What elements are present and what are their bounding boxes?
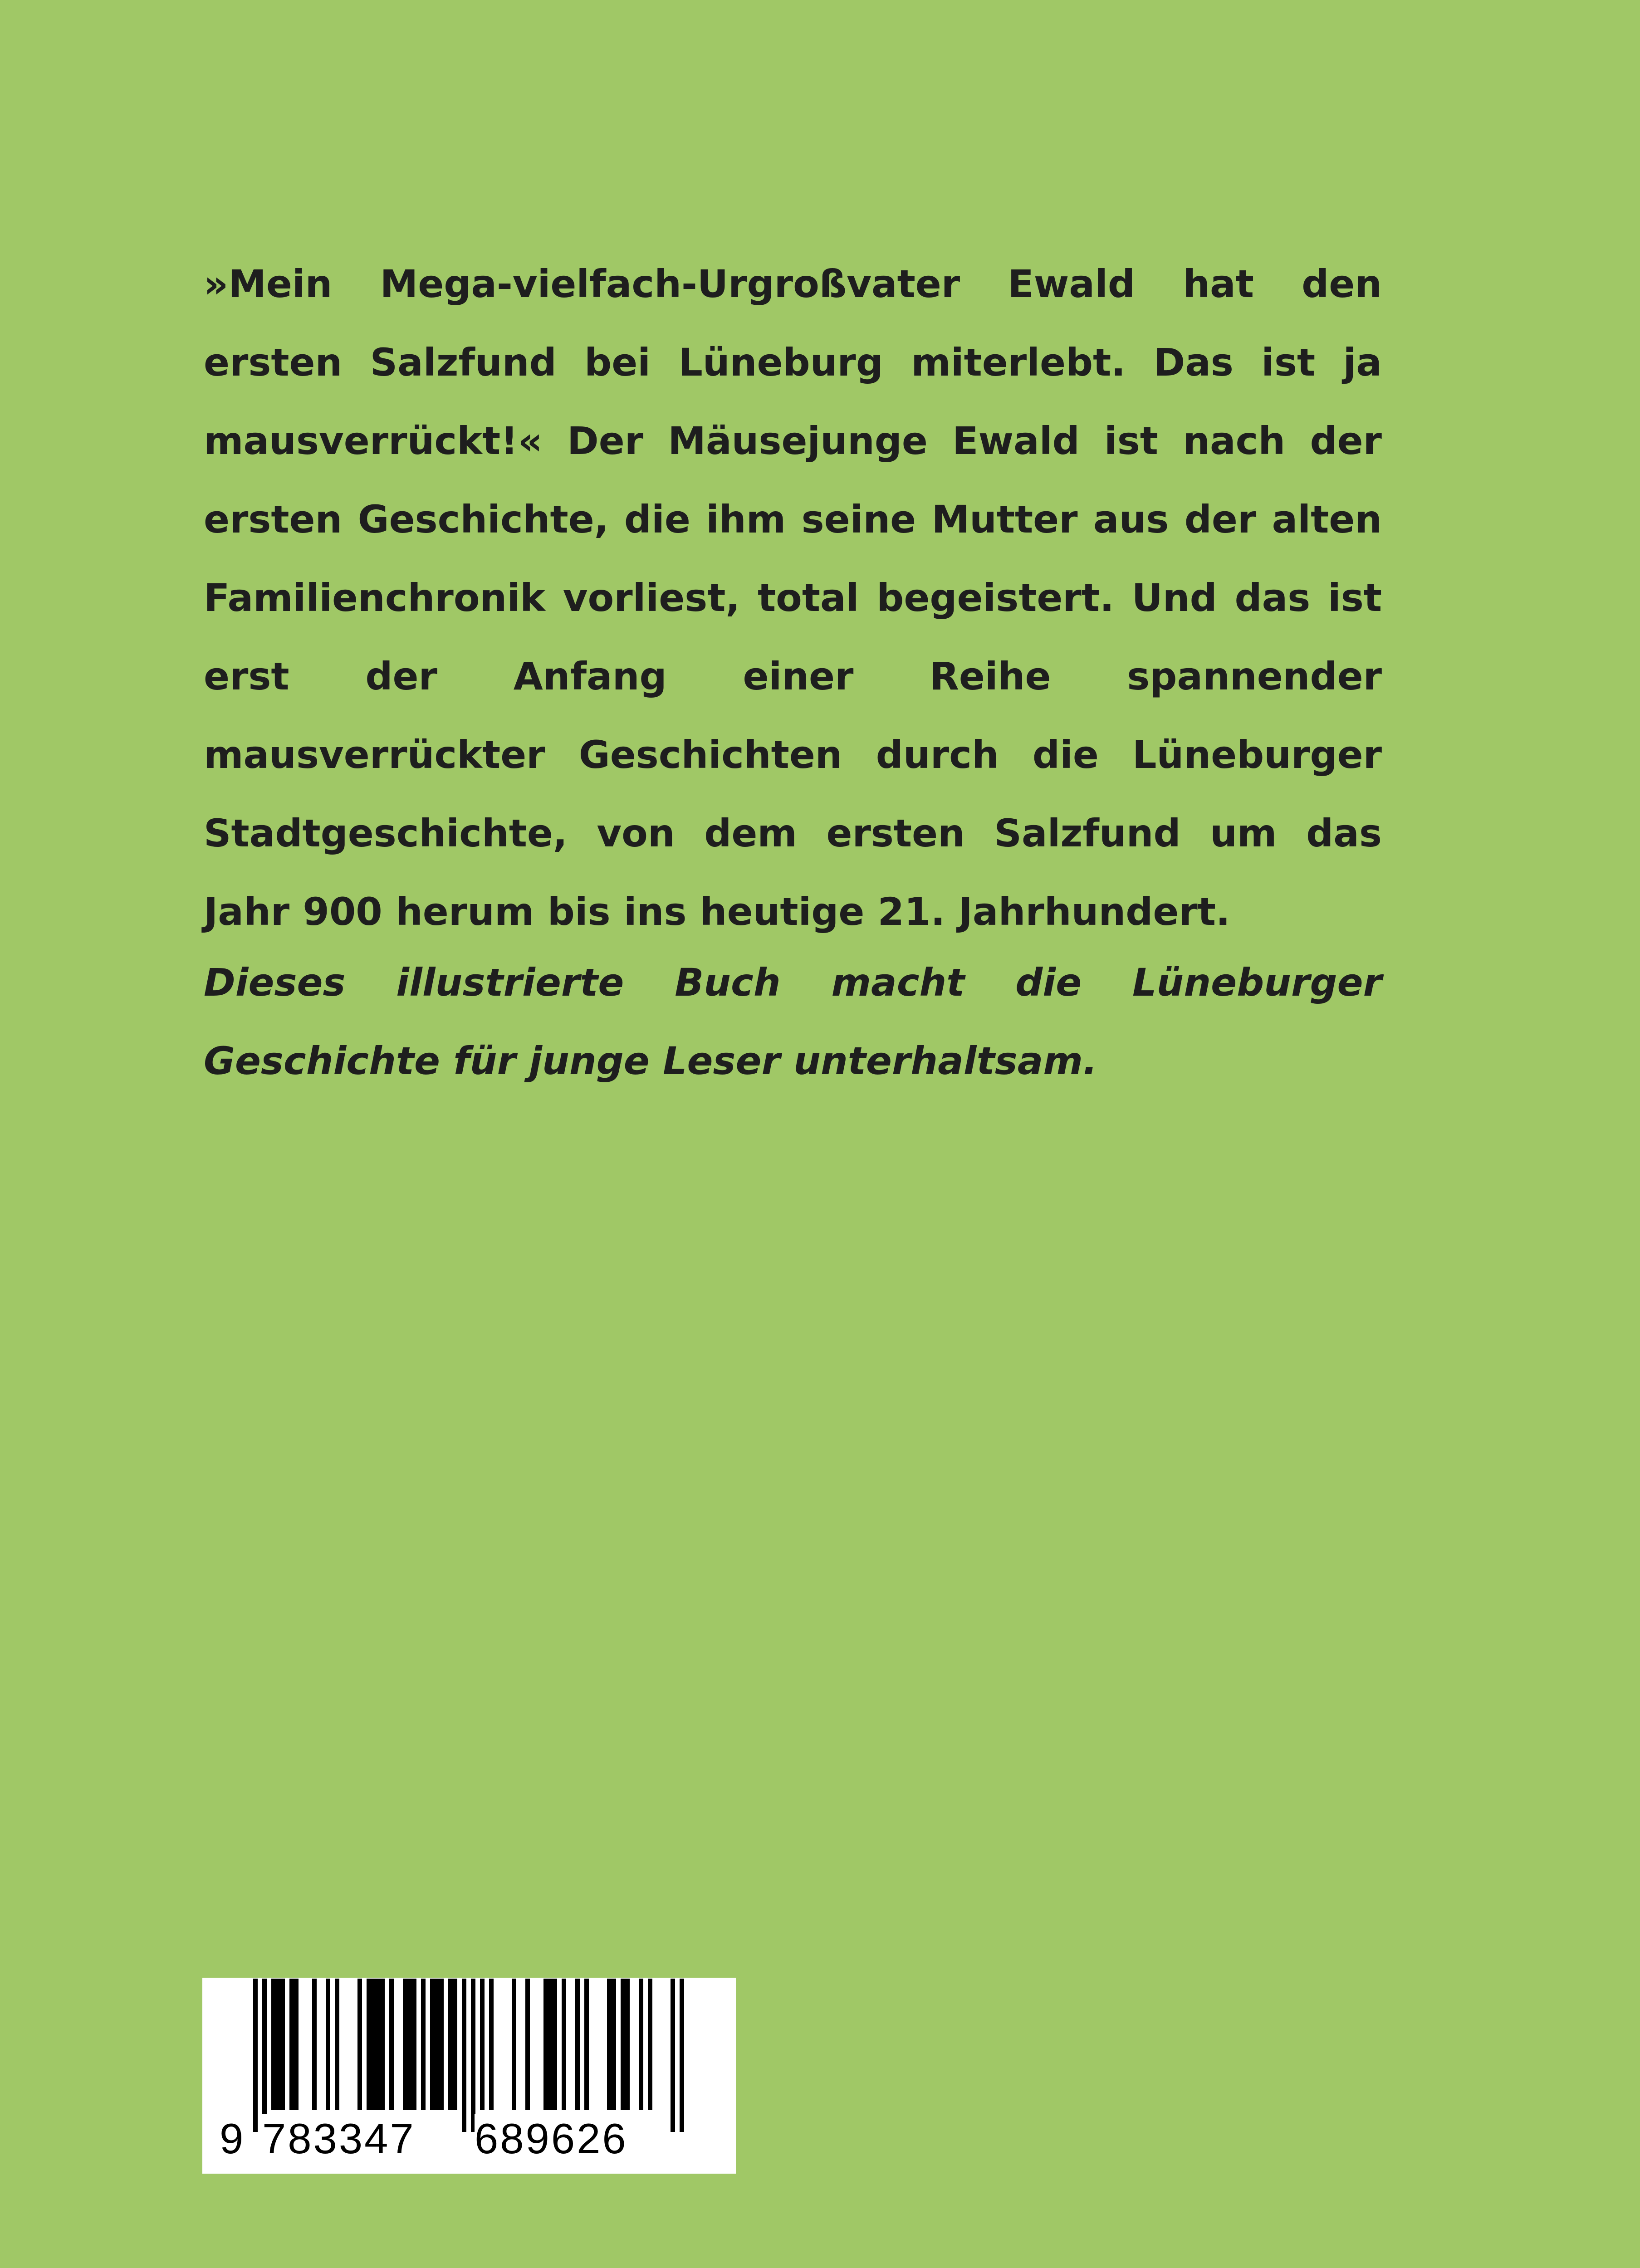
barcode-bar	[575, 1979, 580, 2110]
barcode-guard-bar	[253, 1979, 258, 2132]
barcode-bar	[271, 1979, 285, 2110]
barcode-bar	[357, 1979, 362, 2110]
barcode-bar	[367, 1979, 385, 2110]
barcode-guard-bar	[262, 1979, 267, 2132]
barcode-bar	[562, 1979, 566, 2110]
barcode-bar	[421, 1979, 426, 2110]
barcode-bar	[312, 1979, 317, 2110]
barcode-bar	[430, 1979, 444, 2110]
blurb-text: »Mein Mega-vielfach-Urgroßvater Ewald hat den ersten Salzfund bei Lüneburg miterlebt. Das ist ja mausverrückt!« Der Mäusejunge Ewald ist nach der ersten Geschichte, die ihm seine Mutter aus der alten Familienchronik vorliest, total begeistert. Und das ist erst der Anfang einer Reihe spannender mausverrückter Geschichten durch die Lüneburger Stadtgeschichte, von dem ersten Salzfund um das Jahr 900 herum bis ins heutige 21. Jahrhundert.	[204, 262, 1382, 934]
barcode-guard-bar	[462, 1979, 466, 2132]
barcode-digits	[202, 2114, 736, 2164]
barcode-bar	[335, 1979, 339, 2110]
barcode-guard-bar	[680, 1979, 684, 2132]
tagline-text: Dieses illustrierte Buch macht die Lüneburger Geschichte für junge Leser unterhaltsam.	[204, 960, 1382, 1083]
barcode-digits-left: 783347	[262, 2114, 416, 2164]
barcode-bar	[289, 1979, 299, 2110]
barcode-bar	[543, 1979, 557, 2110]
barcode-bar	[648, 1979, 652, 2110]
barcode-bar	[607, 1979, 616, 2110]
barcode-digits-right: 689626	[475, 2114, 628, 2164]
barcode-bar	[621, 1979, 630, 2110]
barcode-bar	[326, 1979, 330, 2110]
barcode-digit-prefix: 9	[220, 2114, 245, 2164]
barcode-guard-bar	[671, 1979, 675, 2132]
barcode-bar	[403, 1979, 416, 2110]
barcode-bar	[489, 1979, 494, 2110]
barcode-bar	[448, 1979, 457, 2110]
barcode-bar	[512, 1979, 516, 2110]
barcode-bar	[480, 1979, 485, 2110]
isbn-barcode	[202, 1978, 736, 2174]
barcode-bar	[389, 1979, 394, 2110]
barcode-guard-bar	[471, 1979, 475, 2132]
barcode-bar	[584, 1979, 589, 2110]
barcode-bar	[525, 1979, 530, 2110]
barcode-bar	[639, 1979, 643, 2110]
